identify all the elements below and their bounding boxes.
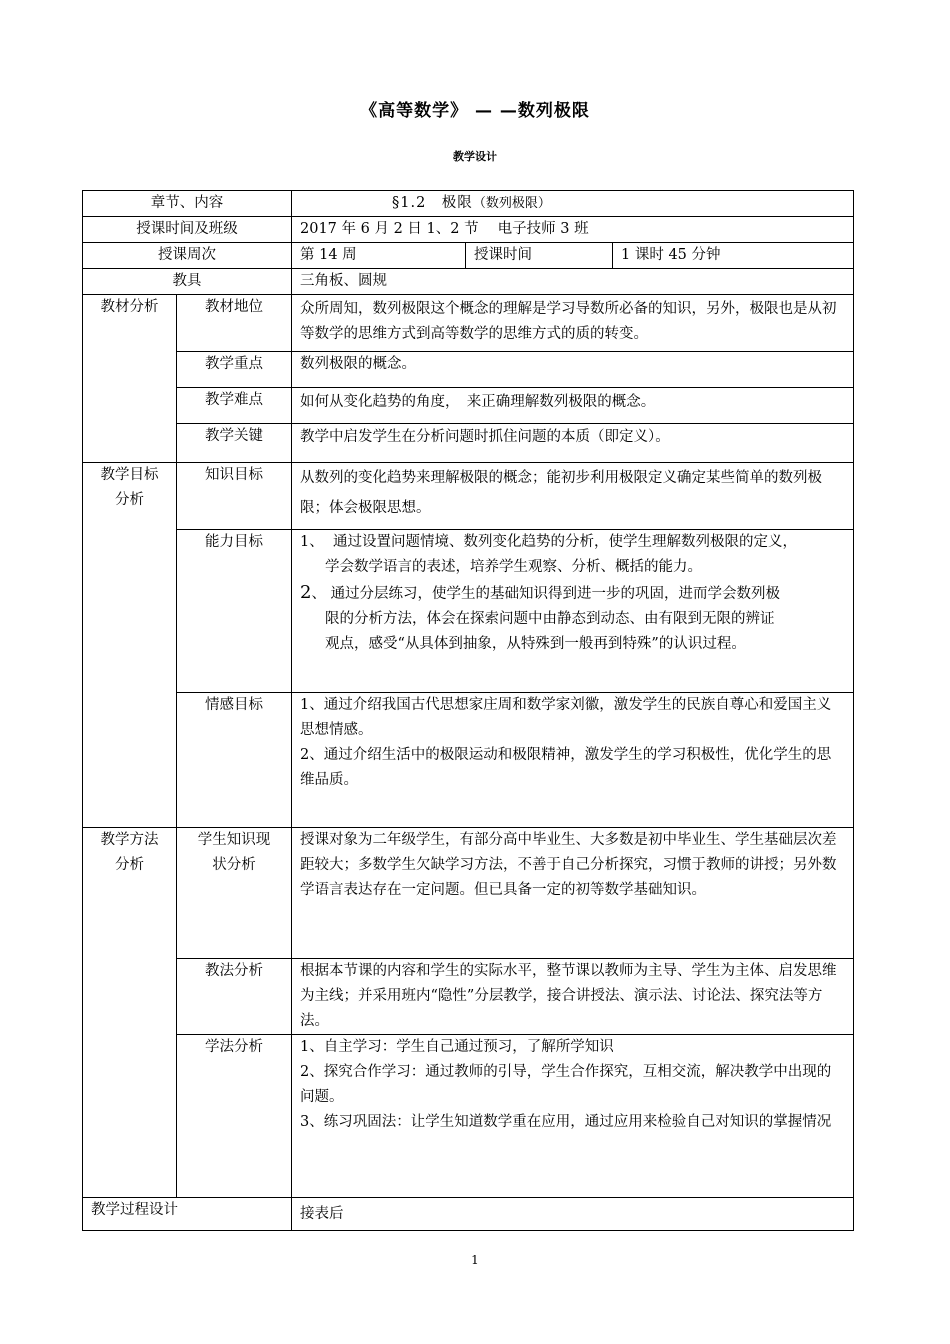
chapter-label: 章节、内容 [83, 191, 292, 217]
ability-item-2-line-b: 限的分析方法，体会在探索问题中由静态到动态、由有限到无限的辨证 [325, 611, 775, 627]
material-difficulty-label: 教学难点 [177, 388, 292, 424]
goal-ability-label: 能力目标 [177, 530, 292, 693]
goals-group-label-line1: 教学目标 [100, 467, 159, 483]
page-number: 1 [471, 1253, 479, 1267]
chapter-value [292, 191, 854, 217]
row-week [83, 243, 854, 269]
ability-item-2-line-c: 观点，感受“从具体到抽象，从特殊到一般再到特殊”的认识过程。 [325, 636, 746, 652]
tools-value: 三角板、圆规 [292, 269, 854, 295]
goal-ability-text [292, 530, 854, 693]
learning-item-1: 1、自主学习：学生自己通过预习，了解所学知识 [300, 1039, 614, 1055]
method-group-label-line1: 教学方法 [100, 832, 159, 848]
method-group-label-line2: 分析 [115, 857, 144, 873]
material-focus-text: 数列极限的概念。 [292, 352, 854, 388]
row-material-difficulty [83, 388, 854, 424]
goal-knowledge-text: 从数列的变化趋势来理解极限的概念；能初步利用极限定义确定某些简单的数列极限；体会极限思想。 [292, 463, 854, 530]
chapter-section: §1.2 极限 [392, 195, 473, 211]
row-chapter [83, 191, 854, 217]
goal-emotion-label: 情感目标 [177, 693, 292, 828]
material-key-label: 教学关键 [177, 424, 292, 463]
goal-emotion-text [292, 693, 854, 828]
goal-knowledge-label: 知识目标 [177, 463, 292, 530]
learning-item-3: 3、练习巩固法：让学生知道数学重在应用，通过应用来检验自己对知识的掌握情况 [300, 1114, 832, 1130]
goals-group-label-line2: 分析 [115, 492, 144, 508]
row-goal-knowledge [83, 463, 854, 530]
row-method-teaching [83, 959, 854, 1035]
method-learning-text [292, 1035, 854, 1198]
goals-group-label [83, 463, 177, 828]
document-title: 《高等数学》 — —数列极限 [360, 101, 590, 121]
method-students-label-line2: 状分析 [212, 857, 256, 873]
time-label: 授课时间及班级 [83, 217, 292, 243]
duration-label: 授课时间 [466, 243, 613, 269]
document-subtitle: 教学设计 [453, 150, 497, 163]
method-learning-label: 学法分析 [177, 1035, 292, 1198]
duration-value: 1 课时 45 分钟 [613, 243, 854, 269]
row-method-learning [83, 1035, 854, 1198]
method-group-label [83, 828, 177, 1198]
process-value: 接表后 [292, 1198, 854, 1231]
lesson-plan-table [82, 190, 854, 1231]
chapter-paren: （数列极限） [472, 196, 551, 211]
row-goal-ability [83, 530, 854, 693]
row-goal-emotion [83, 693, 854, 828]
ability-item-2-num: 2 [300, 582, 312, 603]
row-material-position [83, 295, 854, 352]
process-label: 教学过程设计 [83, 1198, 292, 1231]
material-group-label: 教材分析 [83, 295, 177, 463]
ability-item-2-sep: 、 [311, 586, 326, 602]
ability-item-1-line-a: 通过设置问题情境、数列变化趋势的分析，使学生理解数列极限的定义， [332, 534, 797, 550]
row-material-key [83, 424, 854, 463]
ability-item-1-line-b: 学会数学语言的表述，培养学生观察、分析、概括的能力。 [325, 559, 702, 575]
material-focus-label: 教学重点 [177, 352, 292, 388]
ability-item-1 [300, 530, 845, 555]
method-teaching-label: 教法分析 [177, 959, 292, 1035]
material-position-text: 众所周知，数列极限这个概念的理解是学习导数所必备的知识，另外，极限也是从初等数学的思维方式到高等数学的思维方式的质的转变。 [292, 295, 854, 352]
row-method-students [83, 828, 854, 959]
week-label: 授课周次 [83, 243, 292, 269]
method-students-label-line1: 学生知识现 [197, 832, 271, 848]
material-difficulty-text: 如何从变化趋势的角度， 来正确理解数列极限的概念。 [292, 388, 854, 424]
material-position-label: 教材地位 [177, 295, 292, 352]
row-time [83, 217, 854, 243]
ability-item-2 [300, 580, 845, 607]
row-tools [83, 269, 854, 295]
method-students-text: 授课对象为二年级学生，有部分高中毕业生、大多数是初中毕业生、学生基础层次差距较大；多数学生欠缺学习方法，不善于自己分析探究，习惯于教师的讲授；另外数学语言表达存在一定问题。但已具备一定的初等数学基础知识。 [292, 828, 854, 959]
time-value: 2017 年 6 月 2 日 1、2 节 电子技师 3 班 [292, 217, 854, 243]
row-process [83, 1198, 854, 1231]
method-students-label [177, 828, 292, 959]
method-teaching-text: 根据本节课的内容和学生的实际水平，整节课以教师为主导、学生为主体、启发思维为主线；并采用班内“隐性”分层教学，接合讲授法、演示法、讨论法、探究法等方法。 [292, 959, 854, 1035]
learning-item-2: 2、探究合作学习：通过教师的引导，学生合作探究，互相交流，解决教学中出现的问题。 [300, 1064, 832, 1105]
row-material-focus [83, 352, 854, 388]
ability-item-1-num: 1、 [300, 534, 324, 550]
tools-label: 教具 [83, 269, 292, 295]
week-value: 第 14 周 [292, 243, 466, 269]
material-key-text: 教学中启发学生在分析问题时抓住问题的本质（即定义）。 [292, 424, 854, 463]
emotion-item-2: 2、通过介绍生活中的极限运动和极限精神，激发学生的学习积极性，优化学生的思维品质。 [300, 747, 832, 788]
ability-item-2-line-a: 通过分层练习，使学生的基础知识得到进一步的巩固，进而学会数列极 [330, 586, 781, 602]
emotion-item-1: 1、通过介绍我国古代思想家庄周和数学家刘徽，激发学生的民族自尊心和爱国主义思想情感。 [300, 697, 832, 738]
